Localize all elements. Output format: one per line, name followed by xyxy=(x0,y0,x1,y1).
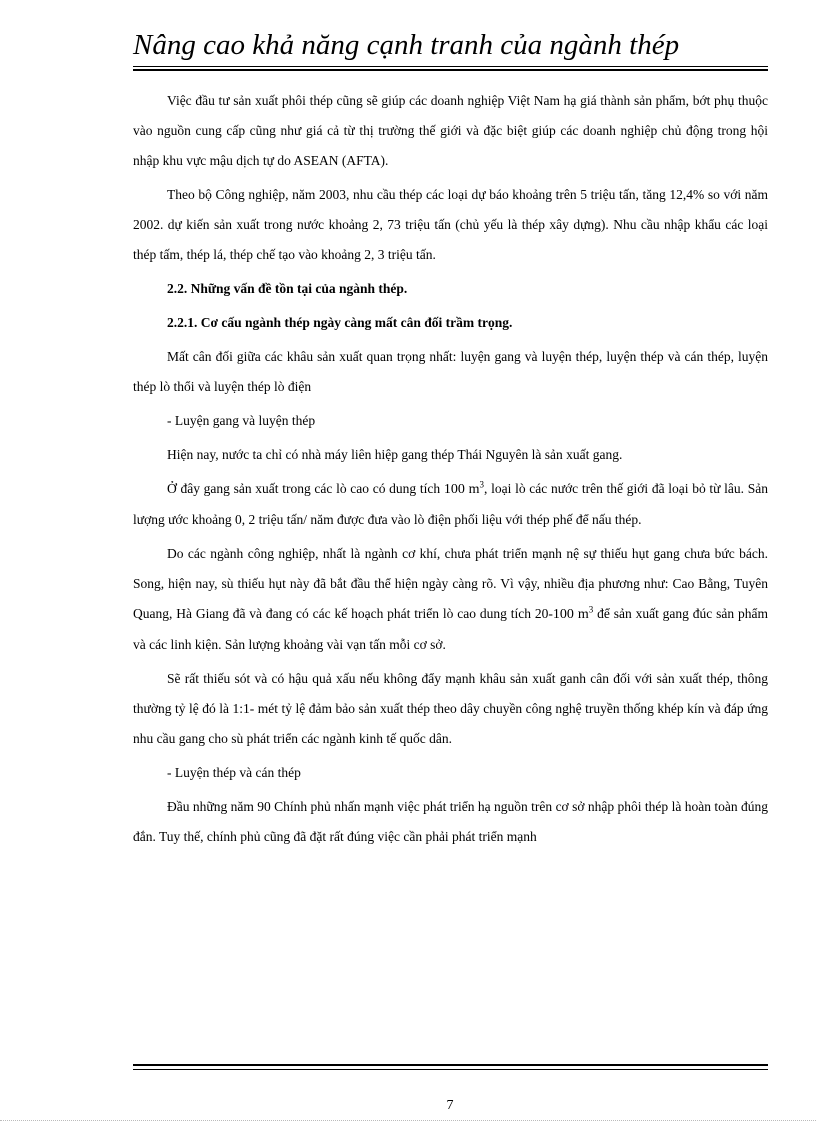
paragraph-government-policy: Đầu những năm 90 Chính phủ nhấn mạnh việc phát triển hạ nguồn trên cơ sở nhập phôi thép là hoàn toàn đúng đắn. Tuy thế, chính phủ cũng đã đặt rất đúng việc cần phải phát triển mạnh xyxy=(133,799,768,844)
footer-rule-thin xyxy=(133,1069,768,1070)
paragraph-demand-forecast: Theo bộ Công nghiệp, năm 2003, nhu cầu thép các loại dự báo khoảng trên 5 triệu tấn, tăng 12,4% so với năm 2002. dự kiến sản xuất trong nước khoảng 2, 73 triệu tấn (chủ yếu là thép xây dựng). Nhu cầu nhập khẩu các loại thép tấm, thép lá, thép chế tạo vào khoảng 2, 3 triệu tấn. xyxy=(133,187,768,262)
footer-rule-thick xyxy=(133,1064,768,1066)
page-header-title: Nâng cao khả năng cạnh tranh của ngành thép xyxy=(133,29,680,61)
list-item-steel-rolling: - Luyện thép và cán thép xyxy=(167,765,301,780)
header-rule-thin xyxy=(133,66,768,67)
section-heading-2-2-1: 2.2.1. Cơ cấu ngành thép ngày càng mất cân đối trầm trọng. xyxy=(167,315,513,330)
header-rule-thick xyxy=(133,69,768,71)
paragraph-investment: Việc đầu tư sản xuất phôi thép cũng sẽ giúp các doanh nghiệp Việt Nam hạ giá thành sản phẩm, bớt phụ thuộc vào nguồn cung cấp cũng như giá cả từ thị trường thế giới và đặc biệt giúp các doanh nghiệp chủ động trong hội nhập khu vực mậu dịch tự do ASEAN (AFTA). xyxy=(133,93,768,168)
section-heading-2-2: 2.2. Những vấn đề tồn tại của ngành thép. xyxy=(167,281,408,296)
document-body xyxy=(133,86,768,856)
page-number: 7 xyxy=(446,1098,454,1113)
paragraph-imbalance: Mất cân đối giữa các khâu sản xuất quan trọng nhất: luyện gang và luyện thép, luyện thép và cán thép, luyện thép lò thổi và luyện thép lò điện xyxy=(133,349,768,394)
paragraph-consequences: Sẽ rất thiếu sót và có hậu quả xấu nếu không đẩy mạnh khâu sản xuất ganh cân đối với sản xuất thép, thông thường tỷ lệ đó là 1:1- mét tỷ lệ đảm bảo sản xuất thép theo dây chuyền công nghệ truyền thống khép kín và đáp ứng nhu cầu gang cho sù phát triển các ngành kinh tế quốc dân. xyxy=(133,671,768,746)
paragraph-blast-furnace: Ở đây gang sản xuất trong các lò cao có dung tích 100 $m^3$, loại lò các nước trên thế giới đã loại bỏ từ lâu. Sản lượng ước khoảng 0, 2 triệu tấn/ năm được đưa vào lò điện phối liệu với thép phế để nấu thép. xyxy=(133,479,768,527)
paragraph-thai-nguyen: Hiện nay, nước ta chỉ có nhà máy liên hiệp gang thép Thái Nguyên là sản xuất gang. xyxy=(167,447,623,462)
paragraph-industry-shortage: Do các ngành công nghiệp, nhất là ngành cơ khí, chưa phát triển mạnh nệ sự thiếu hụt gang chưa bức bách. Song, hiện nay, sù thiếu hụt này đã bắt đầu thể hiện ngày càng rõ. Vì vậy, nhiều địa phương như: Cao Bằng, Tuyên Quang, Hà Giang đã và đang có các kế hoạch phát triển lò cao dung tích 20-100 $m^3$ để sản xuất gang đúc sản phẩm và các linh kiện. Sản lượng khoảng vài vạn tấn mỗi cơ sở. xyxy=(133,546,769,652)
list-item-iron-steel: - Luyện gang và luyện thép xyxy=(167,413,316,428)
page-bottom-edge xyxy=(0,1120,816,1121)
